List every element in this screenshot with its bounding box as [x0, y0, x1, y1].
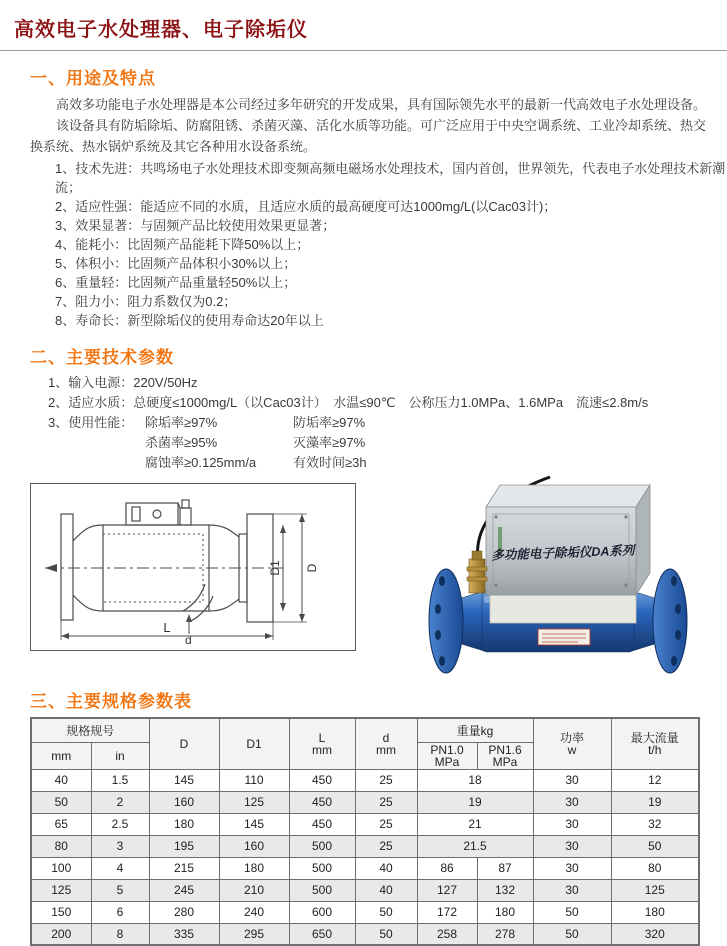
cell-in: 3	[91, 835, 149, 857]
feature-item-3: 3、效果显著：与固频产品比较使用效果更显著；	[55, 218, 336, 233]
cell-d: 25	[355, 791, 417, 813]
table-row	[31, 835, 699, 857]
cell-mm: 100	[31, 857, 91, 879]
header-pn16-label: PN1.6	[488, 742, 522, 757]
cell-D1: 145	[219, 813, 289, 835]
datasheet-page	[0, 13, 727, 941]
section-3-heading: 三、主要规格参数表	[30, 692, 192, 711]
header-pn16-unit: MPa	[492, 754, 518, 769]
cell-D: 335	[149, 923, 219, 945]
performance-label: 3、使用性能：	[48, 415, 134, 430]
cell-mm: 200	[31, 923, 91, 945]
cell-d: 40	[355, 879, 417, 901]
cell-D: 180	[149, 813, 219, 835]
header-spec-in: in	[91, 742, 149, 769]
feature-item-5: 5、体积小：比固频产品体积小30%以上；	[55, 256, 297, 271]
section-1-heading: 一、用途及特点	[30, 69, 156, 88]
cell-mm: 40	[31, 769, 91, 791]
cell-in: 6	[91, 901, 149, 923]
intro-paragraph-2: 该设备具有防垢除垢、防腐阻锈、杀菌灭藻、活化水质等功能。可广泛应用于中央空调系统、工业冷却系统、热交换系统、热水锅炉系统及其它各种用水设备系统。	[30, 118, 707, 154]
header-flow-label: 最大流量	[630, 730, 679, 745]
cell-d: 25	[355, 813, 417, 835]
header-L	[289, 718, 355, 769]
cell-D: 145	[149, 769, 219, 791]
cell-mm: 80	[31, 835, 91, 857]
header-pn10-label: PN1.0	[430, 742, 464, 757]
cell-weight: 21	[417, 813, 533, 835]
diagram-label-d: d	[185, 633, 192, 647]
table-row	[31, 813, 699, 835]
feature-item-6: 6、重量轻：比固频产品重量轻50%以上；	[55, 275, 297, 290]
cell-weight: 18	[417, 769, 533, 791]
cell-D: 215	[149, 857, 219, 879]
cell-power: 30	[533, 791, 611, 813]
cell-d: 25	[355, 835, 417, 857]
diagram-label-D: D	[305, 563, 319, 573]
header-power	[533, 718, 611, 769]
cell-weight-pn10: 258	[417, 923, 477, 945]
cell-flow: 80	[611, 857, 699, 879]
table-row	[31, 923, 699, 945]
cell-in: 5	[91, 879, 149, 901]
header-d-unit: mm	[376, 742, 397, 757]
header-flow	[611, 718, 699, 769]
cell-D1: 240	[219, 901, 289, 923]
header-power-label: 功率	[560, 730, 585, 745]
cell-power: 50	[533, 923, 611, 945]
performance-effective-time: 有效时间≥3h	[293, 455, 367, 470]
performance-spacer-2	[48, 453, 145, 473]
header-power-unit: w	[567, 742, 577, 757]
cell-L: 450	[289, 791, 355, 813]
cell-in: 4	[91, 857, 149, 879]
control-box-label: 多功能电子除垢仪DA系列	[491, 543, 635, 563]
table-header-row-1	[31, 718, 699, 742]
cell-power: 30	[533, 835, 611, 857]
feature-item-8: 8、寿命长：新型除垢仪的使用寿命达20年以上	[55, 313, 324, 328]
table-row	[31, 879, 699, 901]
cell-L: 450	[289, 769, 355, 791]
header-d-symbol: d	[382, 730, 390, 745]
brass-valve	[469, 559, 485, 593]
product-photo	[398, 469, 718, 674]
cell-d: 25	[355, 769, 417, 791]
cell-D1: 125	[219, 791, 289, 813]
cell-weight-pn10: 127	[417, 879, 477, 901]
cell-D1: 160	[219, 835, 289, 857]
cell-in: 2.5	[91, 813, 149, 835]
cell-D: 160	[149, 791, 219, 813]
header-D1: D1	[219, 718, 289, 769]
cell-power: 50	[533, 901, 611, 923]
cell-weight: 21.5	[417, 835, 533, 857]
diagram-label-L: L	[163, 620, 171, 635]
feature-item-7: 7、阻力小：阻力系数仅为0.2；	[55, 294, 237, 309]
table-row	[31, 857, 699, 879]
right-flange	[653, 569, 687, 673]
cell-D1: 180	[219, 857, 289, 879]
figures-row	[30, 483, 727, 674]
cell-D: 280	[149, 901, 219, 923]
cell-mm: 65	[31, 813, 91, 835]
header-weight: 重量kg	[417, 718, 533, 742]
cell-power: 30	[533, 813, 611, 835]
intro-paragraph-1: 高效多功能电子水处理器是本公司经过多年研究的开发成果，具有国际领先水平的最新一代高效电子水处理设备。	[56, 97, 707, 112]
header-spec-mm: mm	[31, 742, 91, 769]
mounting-bracket	[490, 593, 636, 623]
header-pn10	[417, 742, 477, 769]
table-row	[31, 791, 699, 813]
cell-mm: 125	[31, 879, 91, 901]
cell-d: 50	[355, 923, 417, 945]
header-spec: 规格规号	[31, 718, 149, 742]
cell-D1: 210	[219, 879, 289, 901]
cell-flow: 19	[611, 791, 699, 813]
cell-flow: 320	[611, 923, 699, 945]
cell-L: 600	[289, 901, 355, 923]
nameplate	[538, 629, 590, 645]
cell-weight-pn16: 132	[477, 879, 533, 901]
cell-D: 195	[149, 835, 219, 857]
cell-weight-pn16: 180	[477, 901, 533, 923]
table-row	[31, 901, 699, 923]
header-pn16	[477, 742, 533, 769]
feature-item-2: 2、适应性强：能适应不同的水质，且适应水质的最高硬度可达1000mg/L(以Cac03计)；	[55, 199, 557, 214]
performance-antiscale: 防垢率≥97%	[293, 415, 366, 430]
cell-weight-pn16: 87	[477, 857, 533, 879]
table-row	[31, 769, 699, 791]
cell-D1: 295	[219, 923, 289, 945]
title-divider	[0, 50, 727, 51]
cell-mm: 150	[31, 901, 91, 923]
cell-L: 500	[289, 879, 355, 901]
header-L-unit: mm	[312, 742, 333, 757]
performance-descale: 除垢率≥97%	[145, 415, 218, 430]
left-flange	[429, 569, 463, 673]
cell-weight-pn10: 86	[417, 857, 477, 879]
cell-flow: 12	[611, 769, 699, 791]
cell-weight: 19	[417, 791, 533, 813]
dimension-diagram-drawing	[31, 484, 355, 650]
tech-param-water-quality: 2、适应水质：总硬度≤1000mg/L（以Cac03计） 水温≤90℃ 公称压力1.0MPa、1.6MPa 流速≤2.8m/s	[48, 395, 649, 410]
cell-in: 1.5	[91, 769, 149, 791]
page-title: 高效电子水处理器、电子除垢仪	[14, 19, 308, 41]
header-flow-unit: t/h	[648, 742, 662, 757]
feature-item-4: 4、能耗小：比固频产品能耗下降50%以上；	[55, 237, 310, 252]
cell-in: 8	[91, 923, 149, 945]
cell-L: 650	[289, 923, 355, 945]
spec-table	[30, 717, 700, 946]
diagram-label-d1: D1	[268, 560, 282, 576]
header-D: D	[149, 718, 219, 769]
cell-d: 50	[355, 901, 417, 923]
product-photo-drawing	[398, 469, 718, 674]
cell-in: 2	[91, 791, 149, 813]
cell-flow: 125	[611, 879, 699, 901]
tech-param-power-input: 1、输入电源：220V/50Hz	[48, 375, 198, 390]
feature-list	[55, 159, 727, 330]
cell-flow: 32	[611, 813, 699, 835]
cell-flow: 180	[611, 901, 699, 923]
cell-L: 500	[289, 835, 355, 857]
header-d	[355, 718, 417, 769]
performance-algae: 灭藻率≥97%	[293, 435, 366, 450]
cell-L: 500	[289, 857, 355, 879]
cell-L: 450	[289, 813, 355, 835]
header-pn10-unit: MPa	[434, 754, 460, 769]
cell-power: 30	[533, 769, 611, 791]
cell-weight-pn16: 278	[477, 923, 533, 945]
header-L-symbol: L	[318, 730, 326, 745]
section-2-heading: 二、主要技术参数	[30, 348, 174, 367]
cell-weight-pn10: 172	[417, 901, 477, 923]
cell-D1: 110	[219, 769, 289, 791]
performance-corrosion: 腐蚀率≥0.125mm/a	[145, 455, 257, 470]
cell-power: 30	[533, 857, 611, 879]
cell-d: 40	[355, 857, 417, 879]
cell-power: 30	[533, 879, 611, 901]
cell-D: 245	[149, 879, 219, 901]
cell-flow: 50	[611, 835, 699, 857]
performance-spacer-1	[48, 433, 145, 453]
performance-grid	[48, 413, 727, 473]
feature-item-1: 1、技术先进：共鸣场电子水处理技术即变频高频电磁场水处理技术，国内首创，世界领先，代表电子水处理技术新潮流；	[55, 161, 726, 195]
cell-mm: 50	[31, 791, 91, 813]
performance-sterilize: 杀菌率≥95%	[145, 435, 218, 450]
dimension-diagram	[30, 483, 356, 651]
